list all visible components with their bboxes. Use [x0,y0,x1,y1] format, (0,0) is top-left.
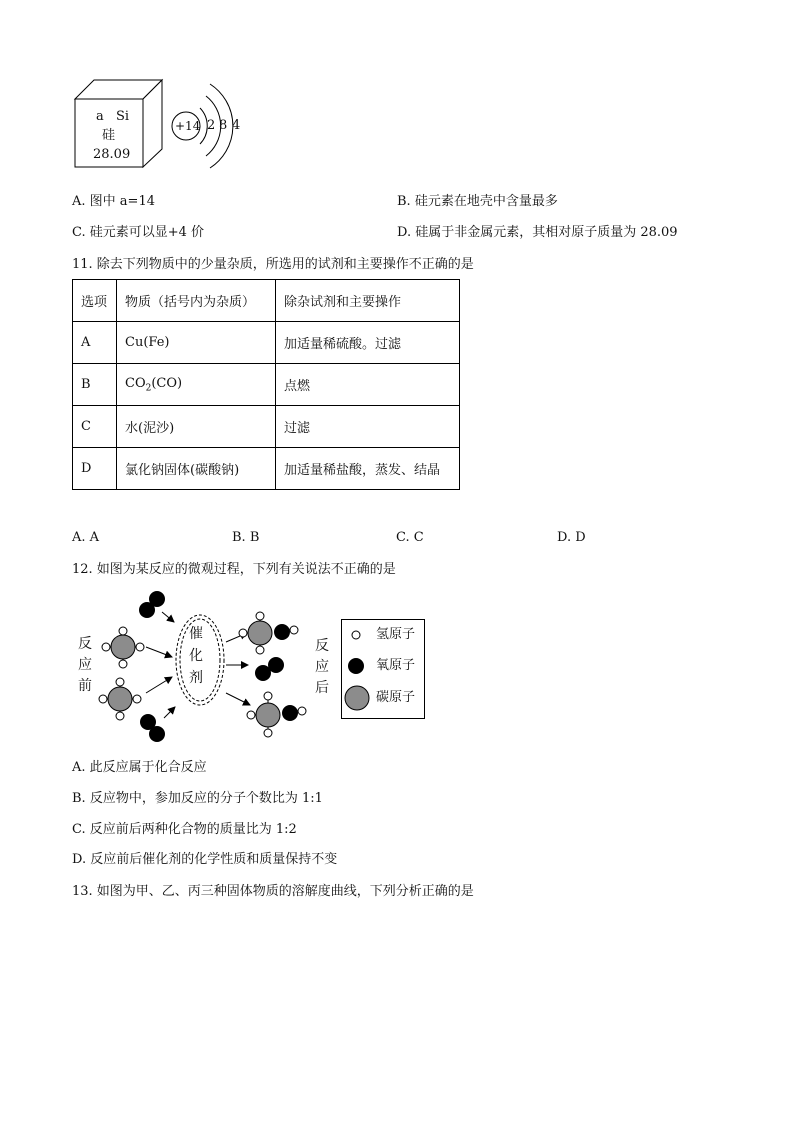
catalyst-label-2: 化 [189,648,203,664]
q11-answer-b: B. B [232,530,260,545]
q12-option-c: C. 反应前后两种化合物的质量比为 1:2 [72,822,297,837]
element-name: 硅 [102,128,116,143]
oxygen-molecule [139,591,165,618]
header-method: 除杂试剂和主要操作 [276,280,460,322]
shell-electrons-1: 2 [207,118,216,133]
element-symbol: Si [116,109,130,124]
atomic-mass: 28.09 [93,147,131,162]
methanol-molecule [247,692,306,737]
methane-molecule [102,627,144,668]
methanol-molecule [239,612,298,654]
header-option: 选项 [73,280,117,322]
row-option: C [73,406,117,448]
row-option: B [73,364,117,406]
after-label-2: 应 [315,659,329,675]
legend-carbon-label: 碳原子 [376,690,416,705]
table-row [73,364,460,406]
arrow [164,707,175,718]
row-method: 加适量稀盐酸，蒸发、结晶 [276,448,460,490]
q11-table [72,279,460,490]
q11-answer-c: C. C [396,530,424,545]
row-option: A [73,322,117,364]
catalyst-label-1: 催 [189,626,203,642]
oxygen-molecule [255,657,284,681]
q11-answer-d: D. D [557,530,586,545]
carbon-legend-icon [345,686,369,710]
arrow [146,647,172,657]
shell-electrons-3: 4 [232,118,241,133]
row-substance: 氯化钠固体(碳酸钠) [117,448,276,490]
oxygen-legend-icon [348,658,364,674]
q12-option-d: D. 反应前后催化剂的化学性质和质量保持不变 [72,852,338,867]
arrow [162,612,174,622]
q13-stem: 13. 如图为甲、乙、丙三种固体物质的溶解度曲线，下列分析正确的是 [72,884,474,899]
catalyst-label-3: 剂 [189,670,203,686]
table-header-row [73,280,460,322]
methane-molecule [99,678,141,720]
shell-electrons-2: 8 [219,118,228,133]
after-label-3: 后 [315,680,329,696]
before-label-2: 应 [78,657,92,673]
header-substance: 物质（括号内为杂质） [117,280,276,322]
row-substance: Cu(Fe) [117,322,276,364]
arrow [226,693,250,705]
q10-option-a: A. 图中 a=14 [72,194,155,209]
before-label-3: 前 [78,678,92,694]
arrow [146,677,172,693]
row-option: D [73,448,117,490]
legend-symbols [341,619,381,717]
table-row [73,448,460,490]
nucleus-charge: +14 [175,119,201,133]
q11-stem: 11. 除去下列物质中的少量杂质，所选用的试剂和主要操作不正确的是 [72,257,474,272]
q10-option-b: B. 硅元素在地壳中含量最多 [397,194,558,209]
catalyst-ellipse-inner [180,619,220,701]
q12-option-b: B. 反应物中，参加反应的分子个数比为 1:1 [72,791,323,806]
table-row [73,322,460,364]
table-row [73,406,460,448]
q10-option-c: C. 硅元素可以显+4 价 [72,225,205,240]
q12-option-a: A. 此反应属于化合反应 [72,760,207,775]
q11-answer-a: A. A [72,530,100,545]
row-substance: $CO_2(CO)$ [117,364,276,406]
before-label-1: 反 [78,636,92,652]
atomic-number-a: a [96,109,104,124]
row-method: 加适量稀硫酸。过滤 [276,322,460,364]
row-substance: 水(泥沙) [117,406,276,448]
row-method: 点燃 [276,364,460,406]
after-label-1: 反 [315,638,329,654]
row-method: 过滤 [276,406,460,448]
legend-oxygen-label: 氧原子 [376,658,416,673]
catalyst-ellipse-outer [176,615,224,705]
oxygen-molecule [140,714,165,742]
hydrogen-legend-icon [352,631,360,639]
q12-stem: 12. 如图为某反应的微观过程，下列有关说法不正确的是 [72,562,396,577]
q10-option-d: D. 硅属于非金属元素，其相对原子质量为 28.09 [397,225,678,240]
reaction-diagram [90,585,320,745]
legend-hydrogen-label: 氢原子 [376,627,416,642]
